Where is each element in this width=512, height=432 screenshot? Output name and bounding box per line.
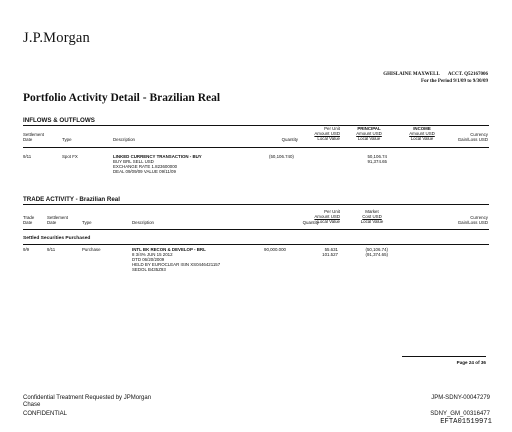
inflows-row-quantity: (50,106.740) xyxy=(269,154,294,159)
inflows-row-type: Spot FX xyxy=(62,154,78,159)
trade-header-rule xyxy=(23,229,489,230)
account-info xyxy=(383,71,488,85)
trade-row-quantity: 90,000.000 xyxy=(264,247,286,252)
inflows-row-date: 9/11 xyxy=(23,154,32,159)
inflows-row-principal: 50,106.74 91,374.65 xyxy=(367,154,387,164)
trade-top-rule xyxy=(23,204,489,205)
inflows-col-principal: PRINCIPAL Amount USD Local Value xyxy=(356,126,382,141)
trade-section-title: TRADE ACTIVITY - Brazilian Real xyxy=(23,196,120,203)
inflows-header-rule xyxy=(23,147,489,148)
inflows-col-income: INCOME Amount USD Local Value xyxy=(409,126,435,141)
footer-confidential-notice: Confidential Treatment Requested by JPMorgan Chase CONFIDENTIAL xyxy=(23,395,152,417)
trade-col-description: Description xyxy=(132,220,154,225)
account-holder: GHISLAINE MAXWELL xyxy=(383,72,440,77)
jpmorgan-logo: J.P.Morgan xyxy=(23,30,90,46)
trade-row-per-unit: 55.631 101.527 xyxy=(322,247,338,257)
inflows-row-description: LINKED CURRENCY TRANSACTION - BUY BUY BRL SELL USD EXCHANGE RATE 1.823600000 DEAL 09/09/09 VALUE 09/11/09 xyxy=(113,154,202,174)
inflows-col-currency: Currency Gain/Loss USD xyxy=(457,132,488,142)
trade-row-description: INTL BK RECON & DEVELOP - BRL 8 3/4% JUN 15 2012 DTD 06/20/2009 HELD BY EUROCLEAR ISIN XS0446421157 SEDOL B435Z93 xyxy=(132,247,221,272)
statement-period: For the Period 9/1/09 to 9/30/09 xyxy=(421,79,488,84)
trade-row-trade-date: 9/9 xyxy=(23,247,30,252)
trade-col-trade-date: Trade Date xyxy=(23,215,35,225)
account-number: ACCT. Q52167006 xyxy=(447,72,488,77)
trade-row-settle-date: 9/11 xyxy=(47,247,56,252)
trade-col-type: Type xyxy=(82,220,92,225)
trade-subheading-rule xyxy=(23,244,489,245)
footer-bates-ids: JPM-SDNY-00047279 SDNY_GM_00316477 xyxy=(430,395,490,417)
trade-col-market: Market Cost USD Local Value xyxy=(360,209,384,224)
settled-purchases-heading: Settled Securities Purchased xyxy=(23,236,91,241)
inflows-col-description: Description xyxy=(113,137,135,142)
bates-stamp: EFTA01519971 xyxy=(440,418,492,426)
trade-col-quantity: Quantity xyxy=(302,220,319,225)
trade-col-currency: Currency Gain/Loss USD xyxy=(457,215,488,225)
inflows-col-type: Type xyxy=(62,137,72,142)
page-title: Portfolio Activity Detail - Brazilian Real xyxy=(23,92,221,104)
trade-row-market-cost: (50,106.74) (91,374.65) xyxy=(365,247,388,257)
inflows-col-settlement: Settlement Date xyxy=(23,132,44,142)
inflows-section-title: INFLOWS & OUTFLOWS xyxy=(23,117,95,124)
inflows-col-quantity: Quantity xyxy=(281,137,298,142)
page-number: Page 24 of 36 xyxy=(402,356,486,365)
trade-row-type: Purchase xyxy=(82,247,101,252)
trade-col-settlement: Settlement Date xyxy=(47,215,68,225)
trade-col-per-unit: Per Unit Amount USD Local Value xyxy=(314,209,340,224)
inflows-col-per-unit: Per Unit Amount USD Local Value xyxy=(314,126,340,141)
